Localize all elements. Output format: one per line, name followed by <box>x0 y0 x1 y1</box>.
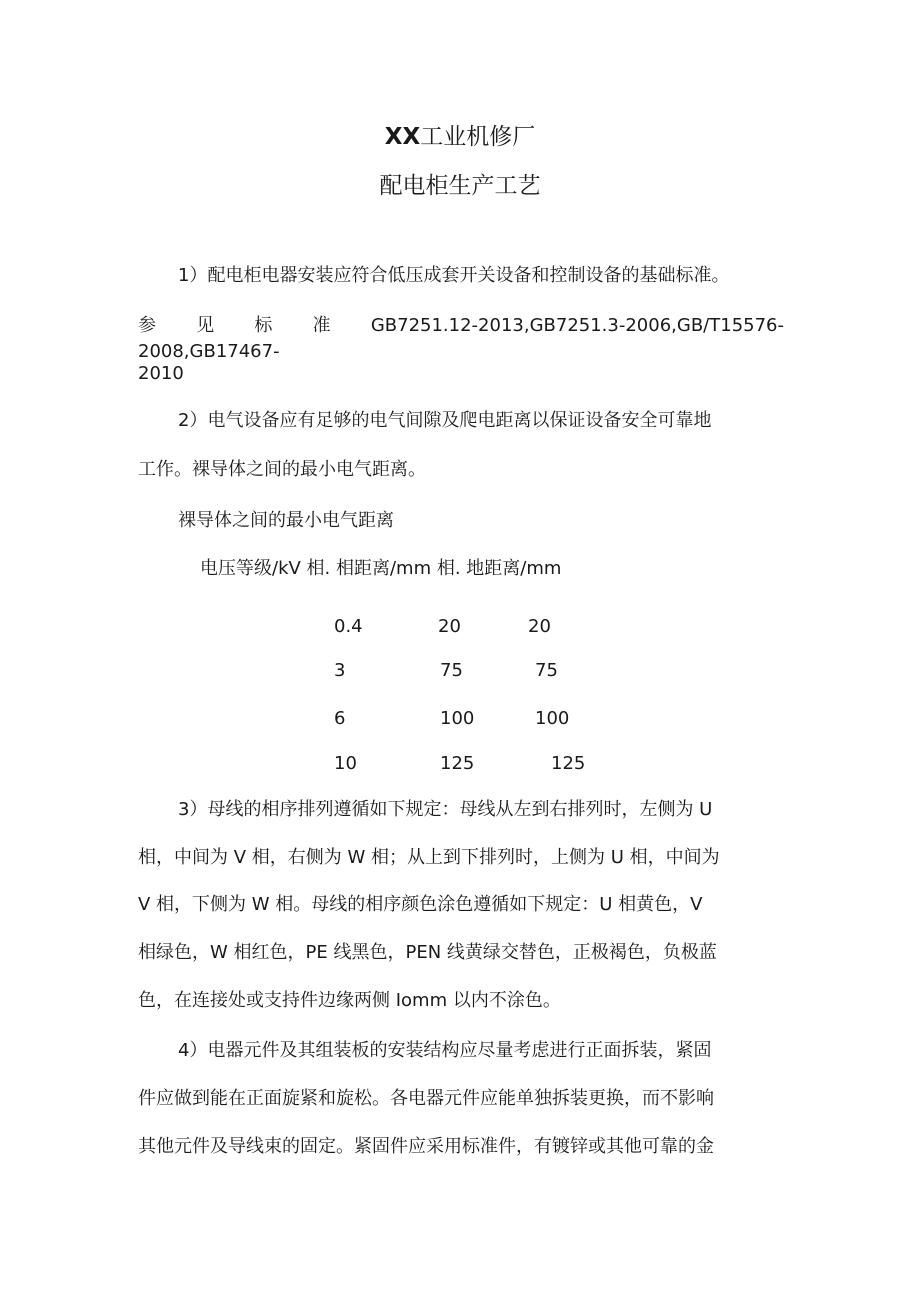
table-cell-voltage: 3 <box>334 660 346 681</box>
paragraph-1-line-3: 2010 <box>138 363 184 384</box>
table-cell-phase-phase: 100 <box>440 708 475 729</box>
paragraph-3-line-1: 3）母线的相序排列遵循如下规定：母线从左到右排列时，左侧为 U <box>178 799 713 820</box>
paragraph-3-line-2: 相，中间为 V 相，右侧为 W 相；从上到下排列时，上侧为 U 相，中间为 <box>138 847 720 868</box>
title-rest-part: 工业机修厂 <box>420 124 536 150</box>
paragraph-4-line-2: 件应做到能在正面旋紧和旋松。各电器元件应能单独拆装更换，而不影响 <box>138 1088 714 1109</box>
paragraph-3-line-4: 相绿色，W 相红色，PE 线黑色，PEN 线黄绿交替色，正极褐色，负极蓝 <box>138 942 717 963</box>
table-cell-phase-ground: 125 <box>551 753 586 774</box>
document-subtitle: 配电柜生产工艺 <box>379 173 541 199</box>
title-bold-part: XX <box>384 124 421 150</box>
table-caption: 裸导体之间的最小电气距离 <box>178 510 394 531</box>
table-header: 电压等级/kV 相. 相距离/mm 相. 地距离/mm <box>200 558 562 579</box>
table-cell-phase-ground: 100 <box>535 708 570 729</box>
paragraph-1-line-2: 参 见 标 准 GB7251.12-2013,GB7251.3-2006,GB/T15576-2008,GB17467- <box>138 315 784 362</box>
paragraph-3-line-5: 色，在连接处或支持件边缘两侧 Iomm 以内不涂色。 <box>138 990 561 1011</box>
table-cell-voltage: 6 <box>334 708 346 729</box>
table-cell-phase-phase: 75 <box>440 660 463 681</box>
table-cell-phase-phase: 125 <box>440 753 475 774</box>
table-cell-voltage: 10 <box>334 753 357 774</box>
table-cell-phase-phase: 20 <box>438 616 461 637</box>
paragraph-2-line-2: 工作。裸导体之间的最小电气距离。 <box>138 459 426 480</box>
table-cell-phase-ground: 75 <box>535 660 558 681</box>
table-cell-phase-ground: 20 <box>528 616 551 637</box>
table-cell-voltage: 0.4 <box>334 616 363 637</box>
paragraph-4-line-3: 其他元件及导线束的固定。紧固件应采用标准件，有镀锌或其他可靠的金 <box>138 1136 714 1157</box>
paragraph-1-line-1: 1）配电柜电器安装应符合低压成套开关设备和控制设备的基础标准。 <box>178 265 730 286</box>
paragraph-2-line-1: 2）电气设备应有足够的电气间隙及爬电距离以保证设备安全可靠地 <box>178 410 712 431</box>
paragraph-3-line-3: V 相，下侧为 W 相。母线的相序颜色涂色遵循如下规定：U 相黄色，V <box>138 894 703 915</box>
document-title <box>0 118 920 151</box>
paragraph-4-line-1: 4）电器元件及其组装板的安装结构应尽量考虑进行正面拆装，紧固 <box>178 1040 712 1061</box>
